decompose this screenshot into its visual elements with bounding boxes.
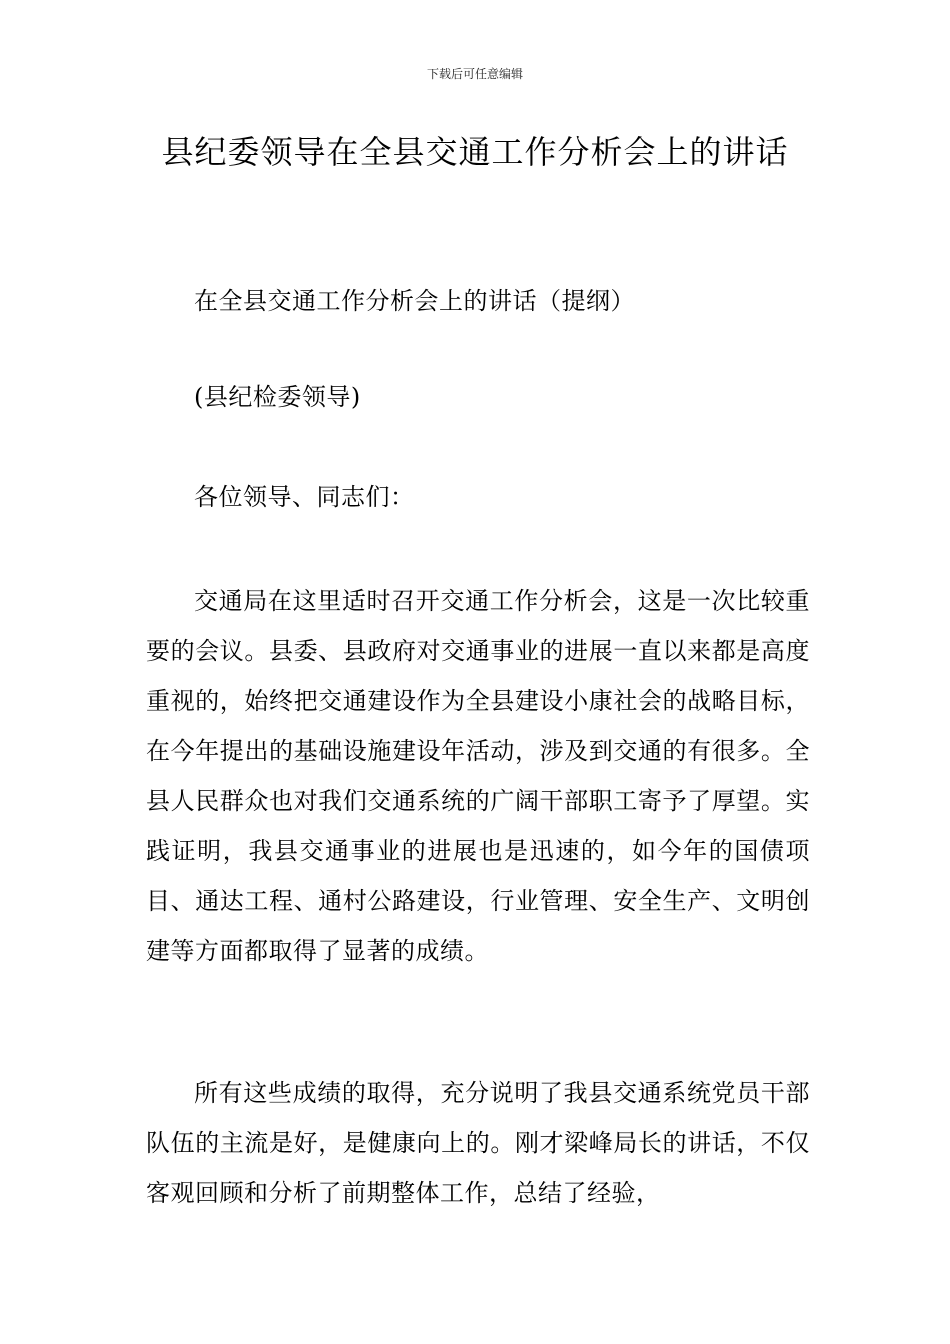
author-line: (县纪检委领导) xyxy=(194,383,361,411)
header-note: 下载后可任意编辑 xyxy=(426,67,523,81)
body-paragraph-2: 所有这些成绩的取得，充分说明了我县交通系统党员干部队伍的主流是好，是健康向上的。刚才梁峰局长的讲话，不仅客观回顾和分析了前期整体工作，总结了经验， xyxy=(146,1079,810,1207)
body-paragraph-1: 交通局在这里适时召开交通工作分析会，这是一次比较重要的会议。县委、县政府对交通事业的进展一直以来都是高度重视的，始终把交通建设作为全县建设小康社会的战略目标，在今年提出的基础设施建设年活动，涉及到交通的有很多。全县人民群众也对我们交通系统的广阔干部职工寄予了厚望。实践证明，我县交通事业的进展也是迅速的，如今年的国债项目、通达工程、通村公路建设，行业管理、安全生产、文明创建等方面都取得了显著的成绩。 xyxy=(146,587,810,965)
document-subtitle: 在全县交通工作分析会上的讲话（提纲） xyxy=(194,287,635,315)
document-title: 县纪委领导在全县交通工作分析会上的讲话 xyxy=(161,133,789,171)
greeting: 各位领导、同志们： xyxy=(194,483,415,511)
